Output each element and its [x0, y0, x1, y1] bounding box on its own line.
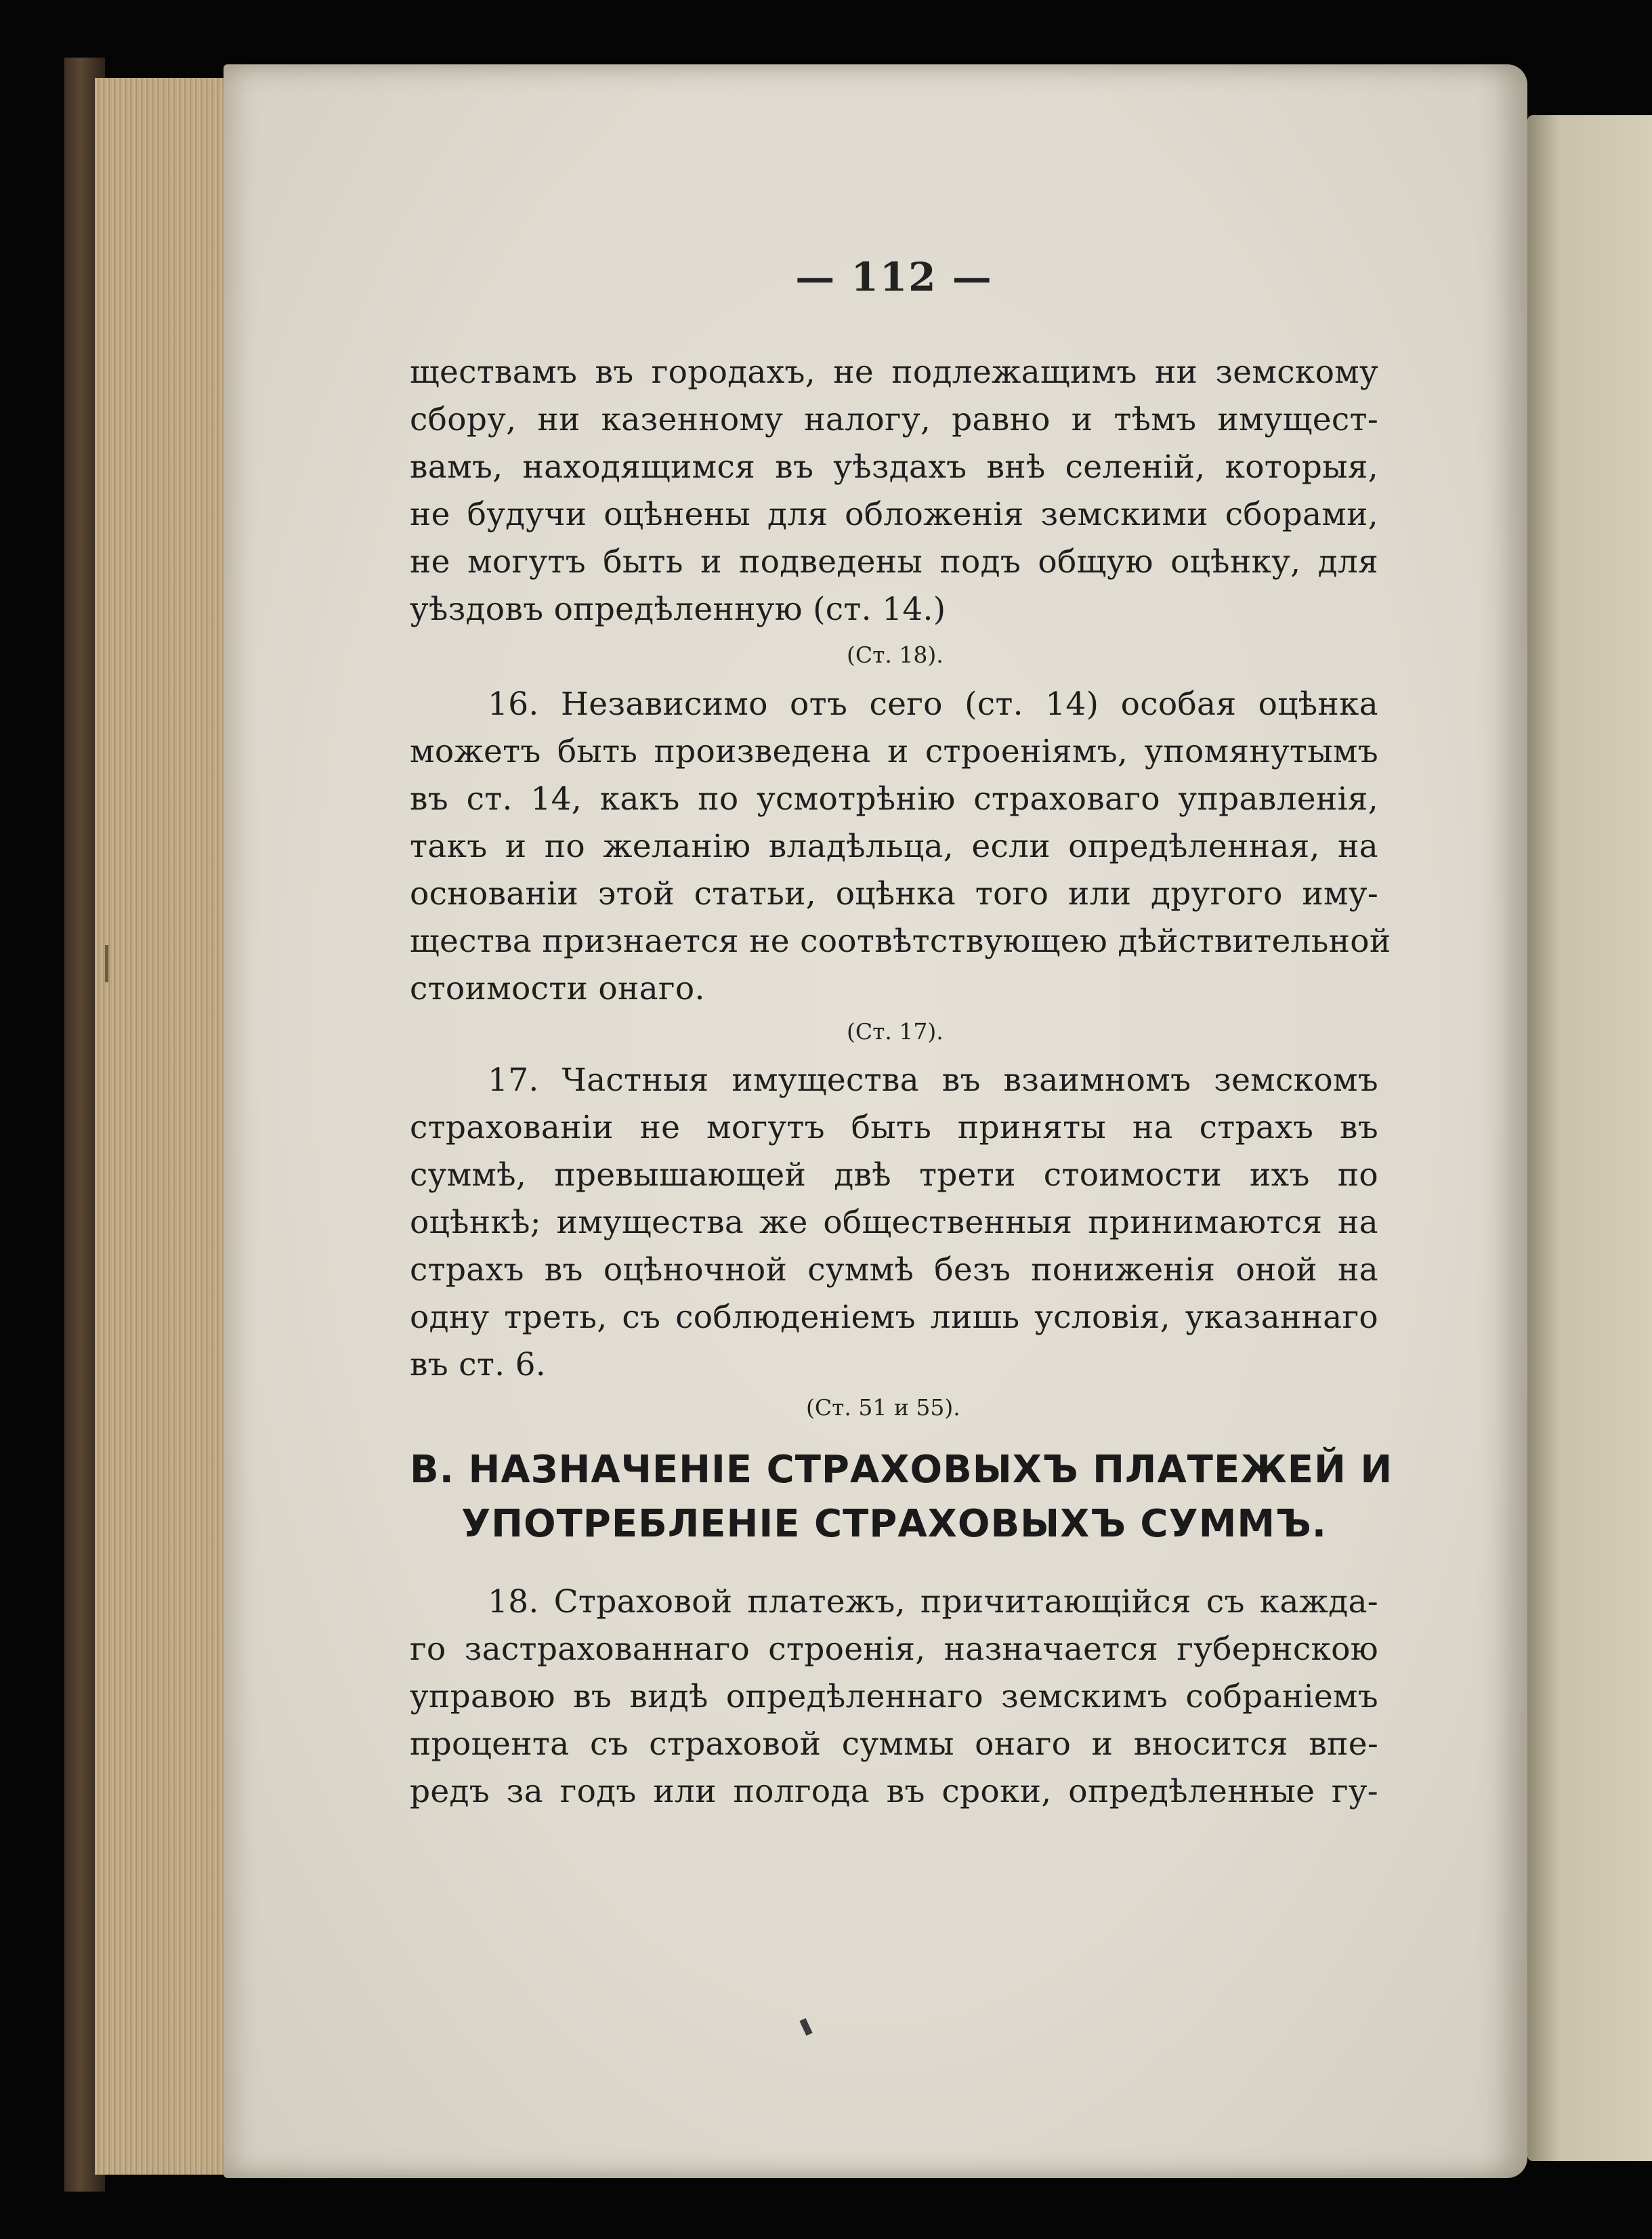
text-line: управою въ видѣ опредѣленнаго земскимъ собраніемъ [410, 1678, 1378, 1715]
article-reference: (Ст. 17). [847, 1018, 944, 1045]
page-number: — 112 — [795, 254, 993, 300]
text-line: редъ за годъ или полгода въ сроки, опредѣленные гу- [410, 1773, 1378, 1810]
speck-mark [799, 2018, 812, 2036]
text-line: въ ст. 6. [410, 1346, 547, 1383]
text-line: одну треть, съ соблюденіемъ лишь условія, указаннаго [410, 1299, 1378, 1336]
page-stack-edge [95, 78, 237, 2175]
text-line: вамъ, находящимся въ уѣздахъ внѣ селеній, которыя, [410, 448, 1378, 486]
text-line: не будучи оцѣнены для обложенія земскими сборами, [410, 496, 1378, 533]
text-line: страхъ въ оцѣночной суммѣ безъ пониженія оной на [410, 1251, 1378, 1289]
text-line: щества признается не соотвѣтствующею дѣйствительной [410, 923, 1391, 960]
margin-mark [105, 945, 108, 982]
text-line: го застрахованнаго строенія, назначается губернскою [410, 1631, 1378, 1668]
article-reference: (Ст. 18). [847, 642, 944, 668]
text-line: страхованіи не могутъ быть приняты на страхъ въ [410, 1109, 1378, 1146]
text-line: сбору, ни казенному налогу, равно и тѣмъ имущест- [410, 401, 1378, 438]
section-heading: УПОТРЕБЛЕНІЕ СТРАХОВЫХЪ СУММЪ. [461, 1502, 1328, 1546]
text-line: стоимости онаго. [410, 970, 705, 1007]
text-line: ществамъ въ городахъ, не подлежащимъ ни земскому [410, 354, 1378, 391]
text-line: не могутъ быть и подведены подъ общую оцѣнку, для [410, 543, 1378, 581]
text-line: 17. Частныя имущества въ взаимномъ земскомъ [488, 1062, 1378, 1099]
text-line: такъ и по желанію владѣльца, если опредѣленная, на [410, 828, 1378, 865]
text-line: можетъ быть произведена и строеніямъ, упомянутымъ [410, 733, 1378, 770]
text-line: въ ст. 14, какъ по усмотрѣнію страховаго управленія, [410, 780, 1378, 818]
text-line: уѣздовъ опредѣленную (ст. 14.) [410, 591, 946, 628]
text-line: основаніи этой статьи, оцѣнка того или другого иму- [410, 875, 1378, 913]
next-page-edge [1527, 115, 1652, 2161]
text-line: оцѣнкѣ; имущества же общественныя принимаются на [410, 1204, 1378, 1241]
text-line: 18. Страховой платежъ, причитающійся съ кажда- [488, 1583, 1378, 1620]
section-heading: В. НАЗНАЧЕНІЕ СТРАХОВЫХЪ ПЛАТЕЖЕЙ И [410, 1448, 1393, 1492]
text-line: суммѣ, превышающей двѣ трети стоимости ихъ по [410, 1156, 1378, 1194]
article-reference: (Ст. 51 и 55). [806, 1394, 960, 1421]
text-line: 16. Независимо отъ сего (ст. 14) особая оцѣнка [488, 686, 1378, 723]
text-line: процента съ страховой суммы онаго и вносится впе- [410, 1725, 1378, 1763]
